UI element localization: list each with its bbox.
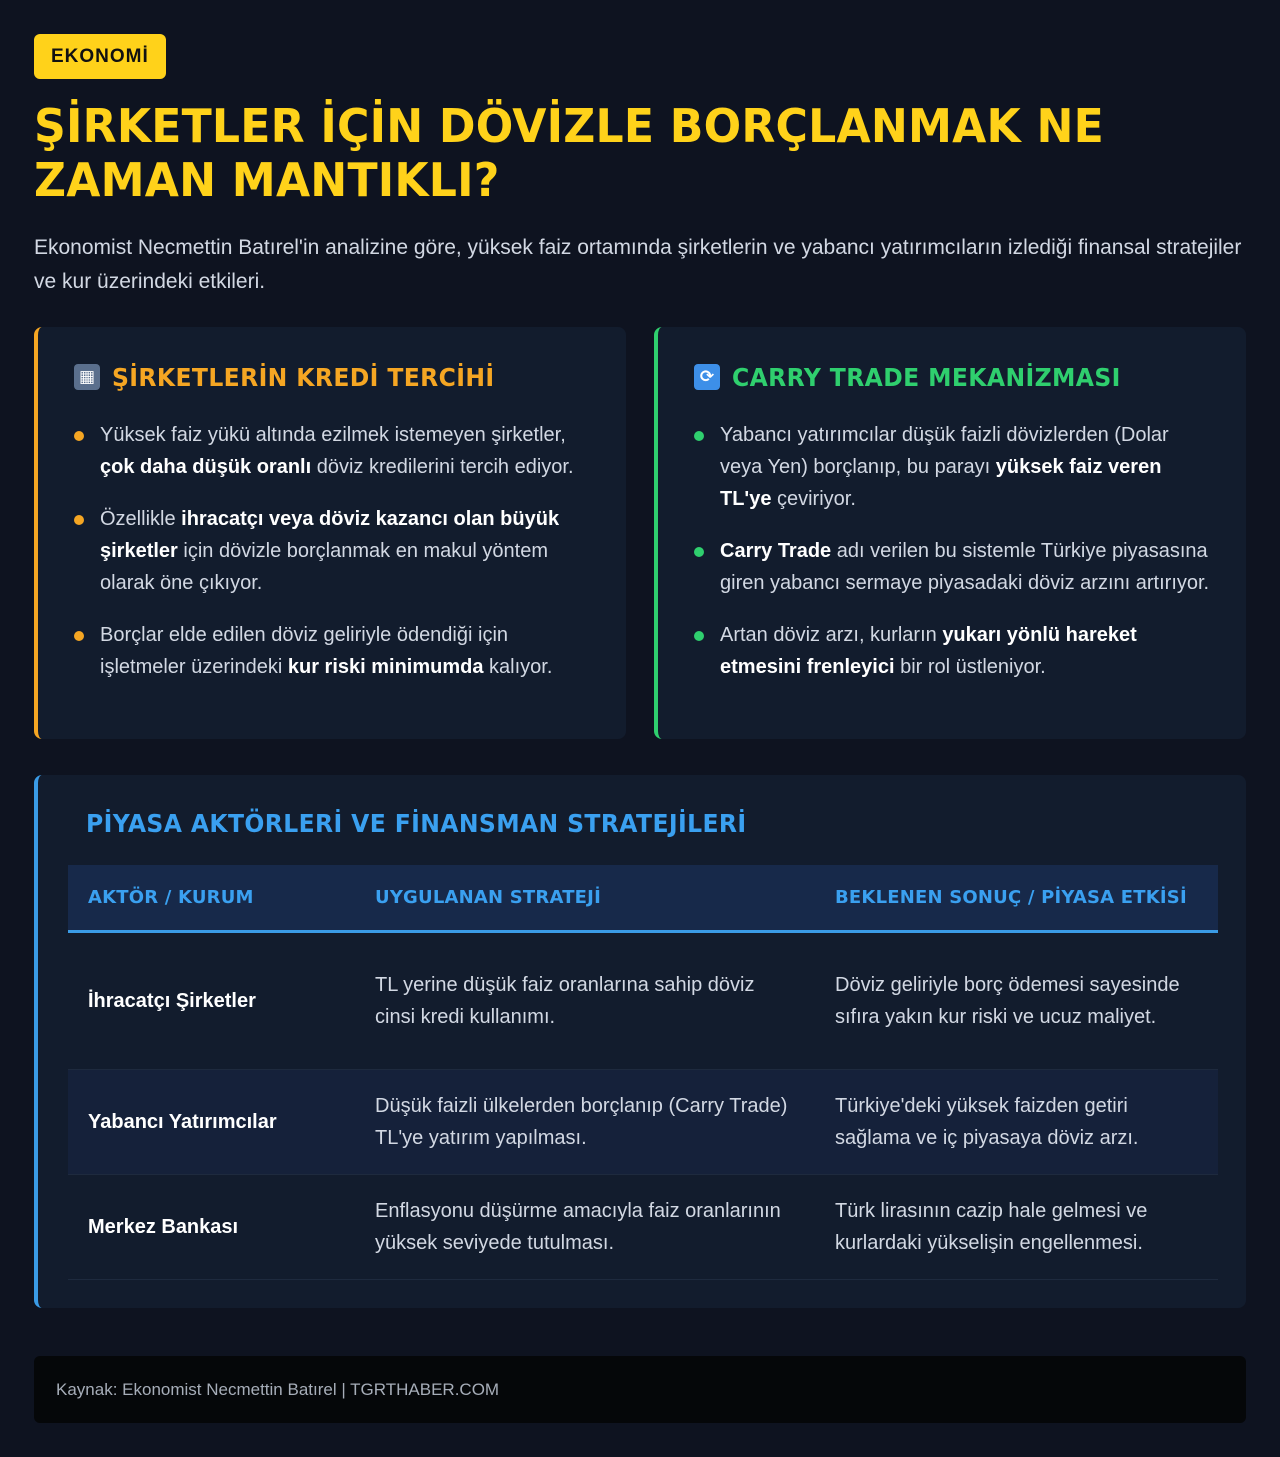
actor-cell: Merkez Bankası (68, 1174, 355, 1279)
actors-table (68, 865, 1218, 1280)
card-header (74, 357, 590, 397)
bullet-item (694, 419, 1210, 515)
bullet-text: adı verilen bu sistemle Türkiye piyasasına giren yabancı sermaye piyasadaki döviz arzını artırıyor. (720, 540, 1210, 594)
actor-cell: İhracatçı Şirketler (68, 931, 355, 1069)
strategy-cell: Düşük faizli ülkelerden borçlanıp (Carry Trade) TL'ye yatırım yapılması. (355, 1069, 815, 1174)
bullet-text: Borçlar elde edilen döviz geliriyle ödendiği için işletmeler üzerindeki (100, 624, 509, 678)
column-header: BEKLENEN SONUÇ / PİYASA ETKİSİ (815, 865, 1218, 931)
card-title: ŞİRKETLERİN KREDİ TERCİHİ (112, 362, 495, 392)
bullet-emphasis: kur riski minimumda (287, 656, 484, 678)
strategy-cell: Enflasyonu düşürme amacıyla faiz oranlarının yüksek seviyede tutulması. (355, 1174, 815, 1279)
category-badge: EKONOMİ (34, 34, 166, 79)
strategy-cell: TL yerine düşük faiz oranlarına sahip döviz cinsi kredi kullanımı. (355, 931, 815, 1069)
source-footer: Kaynak: Ekonomist Necmettin Batırel | TGRTHABER.COM (34, 1356, 1246, 1423)
bullet-text: çeviriyor. (771, 488, 856, 510)
card-carry-trade (654, 327, 1246, 739)
bullet-emphasis: yüksek faiz veren TL'ye (720, 456, 1162, 510)
table-row (68, 1069, 1218, 1174)
bullet-list (74, 419, 590, 683)
bullet-text: bir rol üstleniyor. (894, 656, 1046, 678)
bullet-emphasis: çok daha düşük oranlı (100, 456, 312, 478)
bullet-item (74, 419, 590, 483)
bullet-emphasis: yukarı yönlü hareket etmesini frenleyici (720, 624, 1137, 678)
card-title: CARRY TRADE MEKANİZMASI (732, 362, 1121, 392)
bullet-text: Yabancı yatırımcılar düşük faizli dövizlerden (Dolar veya Yen) borçlanıp, bu parayı (720, 424, 1169, 478)
intro-text: Ekonomist Necmettin Batırel'in analizine göre, yüksek faiz ortamında şirketlerin ve yabancı yatırımcıların izlediği finansal stratejiler ve kur üzerindeki etkileri. (34, 236, 1242, 293)
card-header (694, 357, 1210, 397)
result-cell: Türk lirasının cazip hale gelmesi ve kurlardaki yükselişin engellenmesi. (815, 1174, 1218, 1279)
cards-row (34, 327, 1246, 739)
table-row (68, 931, 1218, 1069)
bullet-text: Özellikle (100, 508, 182, 530)
cycle-icon: ⟳ (694, 364, 720, 390)
page-title: ŞİRKETLER İÇİN DÖVİZLE BORÇLANMAK NE ZAMAN MANTIKLI? (34, 99, 1104, 207)
bullet-text: kalıyor. (483, 656, 553, 678)
panel-header (74, 803, 1218, 843)
bullet-emphasis: ihracatçı veya döviz kazancı olan büyük şirketler (100, 508, 560, 562)
actor-cell: Yabancı Yatırımcılar (68, 1069, 355, 1174)
bullet-emphasis: Carry Trade (720, 540, 832, 562)
card-credit-preference (34, 327, 626, 739)
infographic (34, 34, 1246, 1399)
result-cell: Türkiye'deki yüksek faizden getiri sağlama ve iç piyasaya döviz arzı. (815, 1069, 1218, 1174)
bullet-item (74, 619, 590, 683)
building-icon: ▦ (74, 364, 100, 390)
table-header-row (68, 865, 1218, 931)
table-row (68, 1174, 1218, 1279)
actors-panel (34, 775, 1246, 1308)
column-header: UYGULANAN STRATEJİ (355, 865, 815, 931)
bullet-text: için dövizle borçlanmak en makul yöntem olarak öne çıkıyor. (100, 540, 549, 594)
result-cell: Döviz geliriyle borç ödemesi sayesinde sıfıra yakın kur riski ve ucuz maliyet. (815, 931, 1218, 1069)
bullet-text: döviz kredilerini tercih ediyor. (311, 456, 574, 478)
bullet-text: Artan döviz arzı, kurların (720, 624, 943, 646)
bullet-item (694, 535, 1210, 599)
bullet-text: Yüksek faiz yükü altında ezilmek istemeyen şirketler, (100, 424, 566, 446)
column-header: AKTÖR / KURUM (68, 865, 355, 931)
bullet-item (74, 503, 590, 599)
bullet-list (694, 419, 1210, 683)
panel-title: PİYASA AKTÖRLERİ VE FİNANSMAN STRATEJİLERİ (86, 808, 747, 838)
bullet-item (694, 619, 1210, 683)
